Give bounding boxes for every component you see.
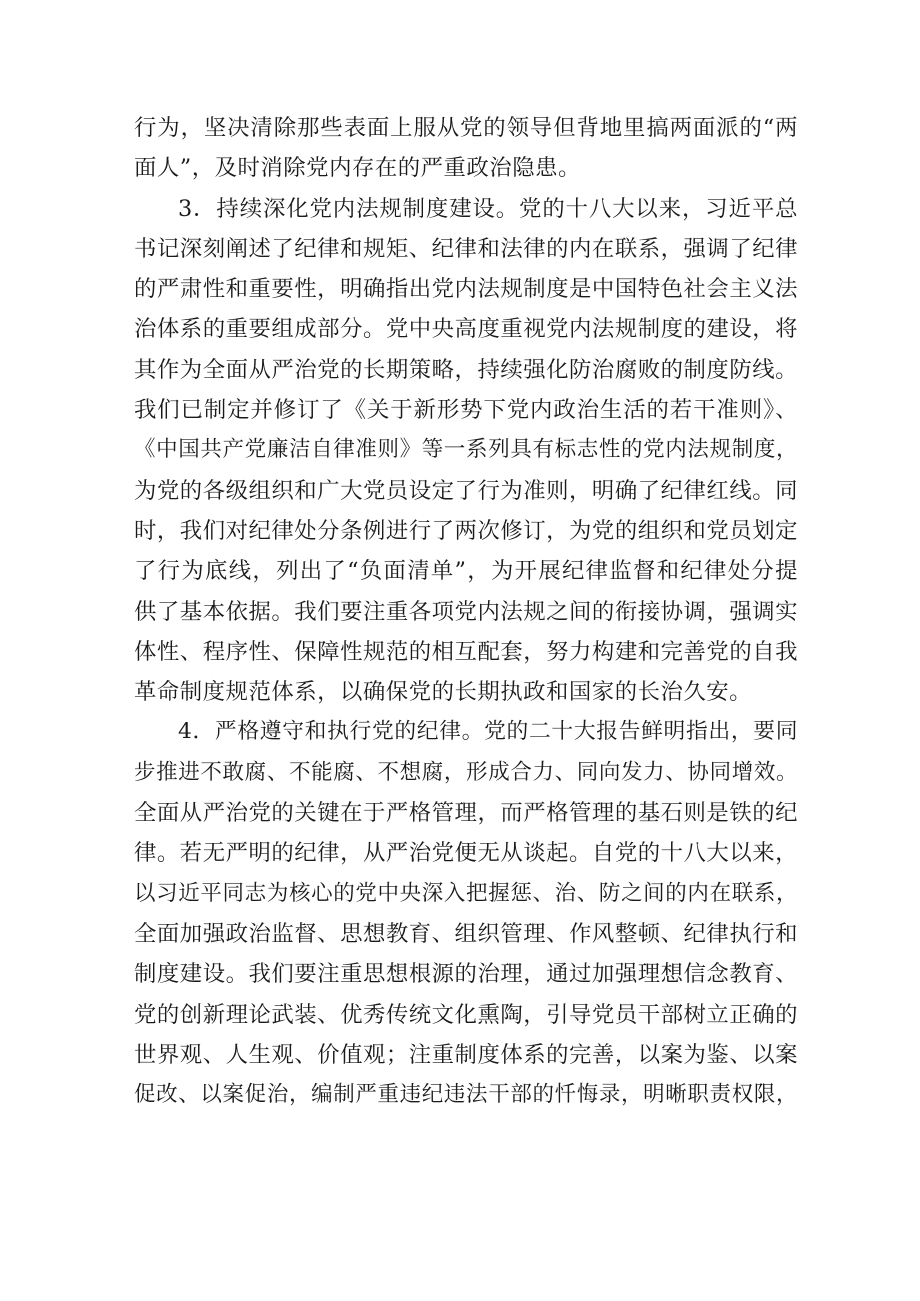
section-heading-line: 4．严格遵守和执行党的纪律。党的二十大报告鲜明指出，要同	[178, 719, 798, 745]
text-line: 律。若无严明的纪律，从严治党便无从谈起。自党的十八大以来，	[134, 840, 798, 867]
text-line: 世界观、人生观、价值观；注重制度体系的完善，以案为鉴、以案	[134, 1041, 798, 1068]
text-line: 为党的各级组织和广大党员设定了行为准则，明确了纪律红线。同	[134, 477, 798, 504]
text-line: 步推进不敢腐、不能腐、不想腐，形成合力、同向发力、协同增效。	[134, 759, 798, 785]
text-line: 促改、以案促治，编制严重违纪违法干部的忏悔录，明晰职责权限，	[134, 1082, 798, 1108]
text-line: 以习近平同志为核心的党中央深入把握惩、治、防之间的内在联系，	[134, 880, 798, 906]
text-line: 其作为全面从严治党的长期策略，持续强化防治腐败的制度防线。	[134, 356, 798, 383]
text-line: 我们已制定并修订了《关于新形势下党内政治生活的若干准则》、	[134, 397, 798, 424]
text-line: 面人”，及时消除党内存在的严重政治隐患。	[134, 155, 581, 182]
text-line: 制度建设。我们要注重思想根源的治理，通过加强理想信念教育、	[134, 961, 798, 988]
text-line: 体性、程序性、保障性规范的相互配套，努力构建和完善党的自我	[134, 638, 798, 665]
text-line: 革命制度规范体系，以确保党的长期执政和国家的长治久安。	[134, 679, 753, 706]
text-line: 供了基本依据。我们要注重各项党内法规之间的衔接协调，强调实	[134, 598, 798, 625]
text-line: 《中国共产党廉洁自律准则》等一系列具有标志性的党内法规制度，	[134, 437, 798, 463]
text-line: 党的创新理论武装、优秀传统文化熏陶，引导党员干部树立正确的	[134, 1001, 798, 1028]
text-line: 了行为底线，列出了“负面清单”，为开展纪律监督和纪律处分提	[134, 558, 798, 585]
body-text	[134, 108, 798, 1115]
text-line: 时，我们对纪律处分条例进行了两次修订，为党的组织和党员划定	[134, 517, 798, 544]
text-line: 的严肃性和重要性，明确指出党内法规制度是中国特色社会主义法	[134, 276, 798, 303]
text-line: 治体系的重要组成部分。党中央高度重视党内法规制度的建设，将	[134, 316, 798, 343]
text-line: 全面加强政治监督、思想教育、组织管理、作风整顿、纪律执行和	[134, 920, 798, 947]
text-line: 行为，坚决清除那些表面上服从党的领导但背地里搞两面派的“两	[134, 115, 798, 141]
text-line: 书记深刻阐述了纪律和规矩、纪律和法律的内在联系，强调了纪律	[134, 235, 798, 262]
text-line: 全面从严治党的关键在于严格管理，而严格管理的基石则是铁的纪	[134, 800, 798, 827]
section-heading-line: 3．持续深化党内法规制度建设。党的十八大以来，习近平总	[178, 195, 798, 222]
